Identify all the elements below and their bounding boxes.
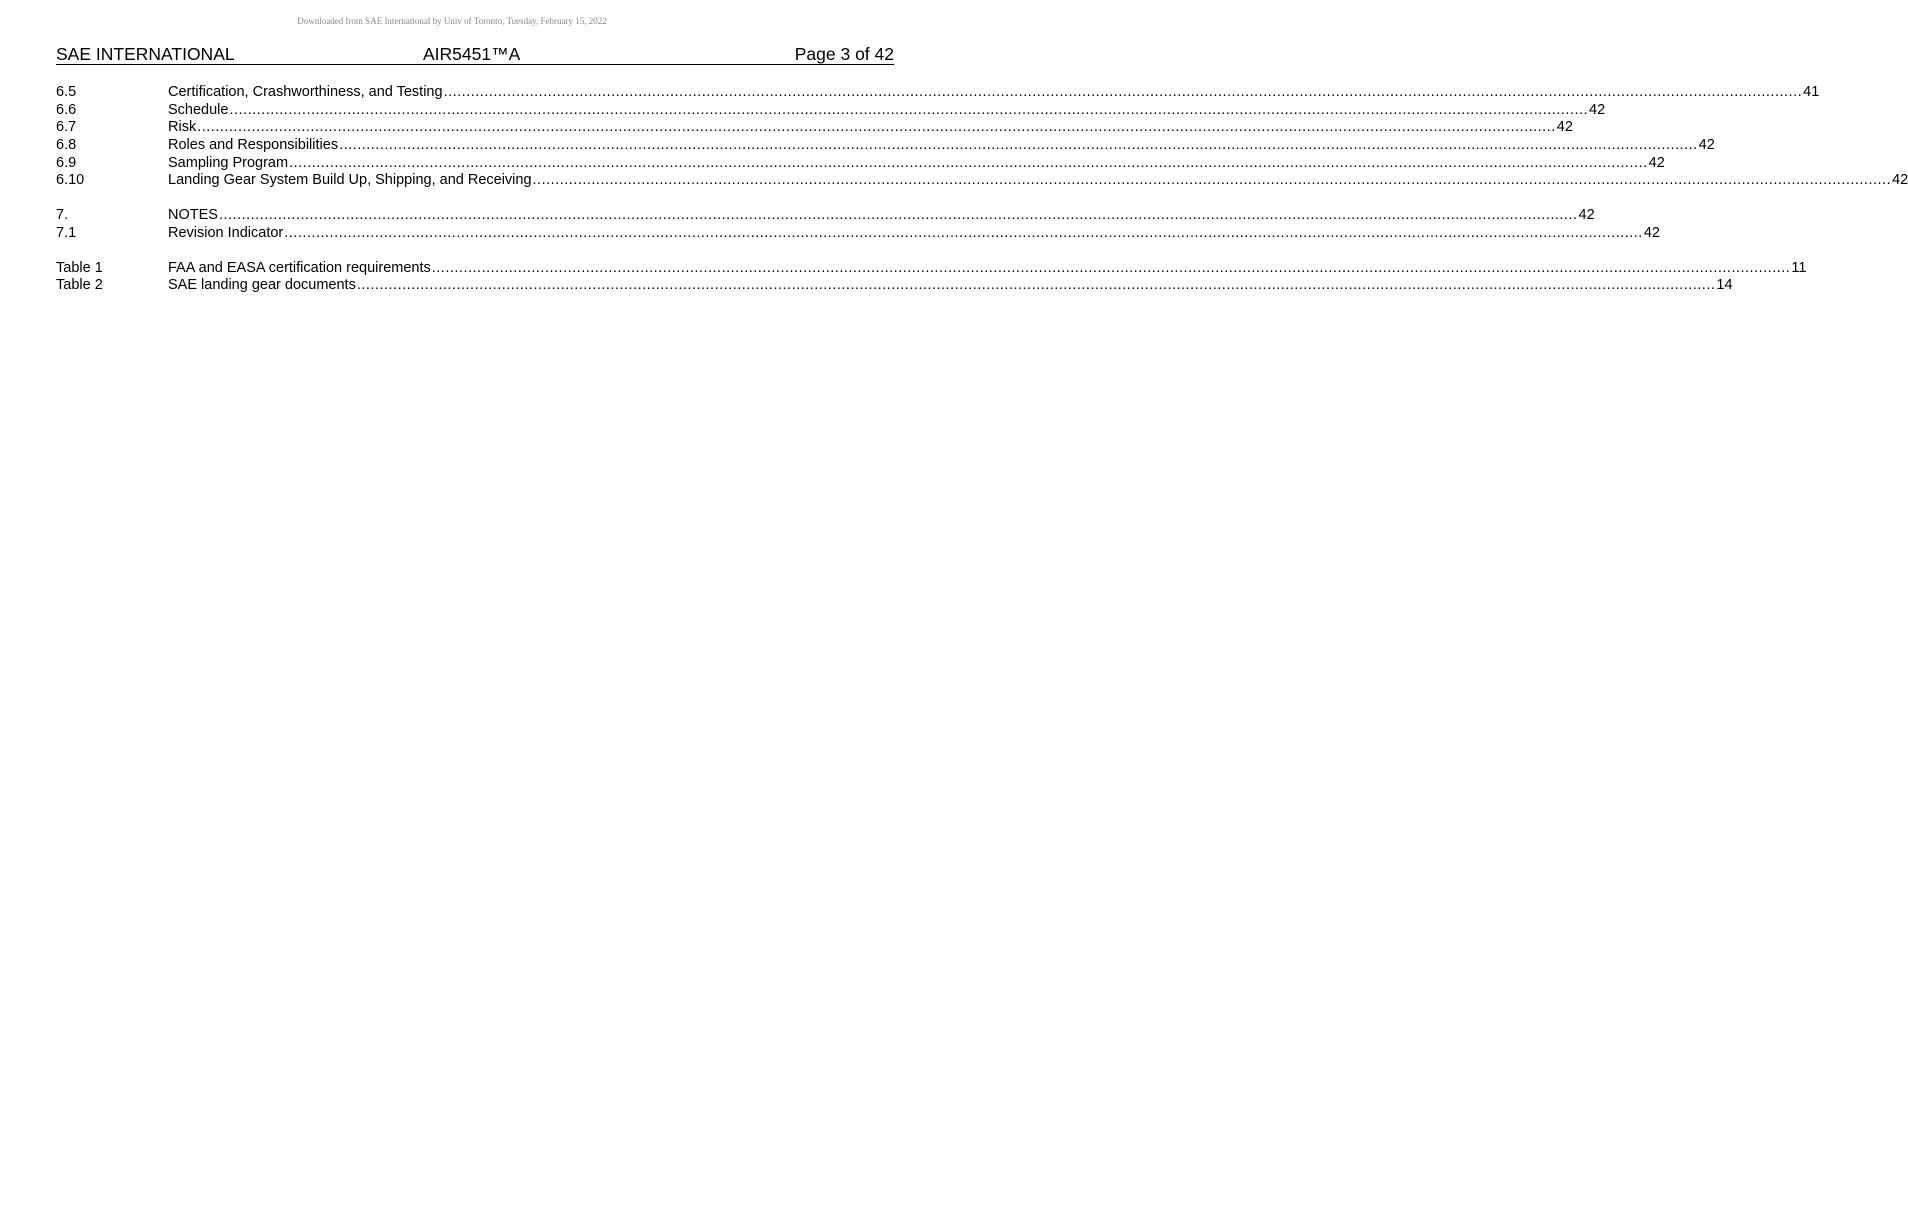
table-of-contents	[56, 84, 1908, 312]
toc-entry-number: 6.10	[56, 172, 85, 189]
toc-entry[interactable]	[56, 154, 1665, 173]
toc-entry-page: 42	[1589, 101, 1606, 118]
header-page-label: Page 3 of 42	[794, 44, 894, 64]
toc-entry-title: Revision Indicator	[168, 224, 284, 241]
toc-group	[56, 84, 1908, 190]
toc-leader-dots: ............................................................................................................................................................................................................................................................................................................	[218, 207, 1578, 224]
toc-entry-page: 42	[1578, 207, 1595, 224]
toc-entry[interactable]	[56, 207, 1595, 225]
toc-leader-dots: ............................................................................................................................................................................................................................................................................................................	[229, 101, 1589, 118]
toc-leader-dots: ............................................................................................................................................................................................................................................................................................................	[289, 154, 1648, 171]
toc-entry-number: 7.	[56, 207, 69, 224]
header-org: SAE INTERNATIONAL	[56, 44, 235, 64]
toc-entry-page: 42	[1643, 224, 1660, 241]
toc-entry-page: 11	[1791, 259, 1807, 276]
toc-entry-page: 41	[1803, 84, 1820, 100]
toc-entry-title: SAE landing gear documents	[168, 277, 356, 294]
toc-entry-page: 14	[1716, 277, 1733, 294]
toc-entry-title: Roles and Responsibilities	[168, 137, 339, 154]
toc-entry-title: Schedule	[168, 101, 229, 118]
toc-entry-page: 42	[1698, 137, 1715, 154]
toc-entry[interactable]	[56, 101, 1606, 120]
toc-leader-dots: ............................................................................................................................................................................................................................................................................................................	[284, 224, 1643, 241]
toc-leader-dots: ............................................................................................................................................................................................................................................................................................................	[356, 277, 1716, 294]
toc-entry-title: NOTES	[168, 207, 218, 224]
toc-entry[interactable]	[56, 119, 1573, 137]
toc-entry-page: 42	[1892, 172, 1908, 189]
toc-entry-number: 6.9	[56, 154, 77, 171]
toc-entry-title: Risk	[168, 119, 197, 136]
toc-entry-number: 6.8	[56, 137, 77, 154]
toc-entry-title: Landing Gear System Build Up, Shipping, and Receiving	[168, 172, 532, 189]
toc-entry-title: Sampling Program	[168, 154, 289, 171]
toc-entry[interactable]	[56, 172, 1908, 190]
toc-entry-number: Table 1	[56, 259, 103, 276]
download-watermark: Downloaded from SAE International by Univ of Toronto, Tuesday, February 15, 2022	[297, 16, 607, 26]
toc-leader-dots: ............................................................................................................................................................................................................................................................................................................	[431, 259, 1791, 276]
toc-entry[interactable]	[56, 277, 1733, 295]
toc-entry-page: 42	[1556, 119, 1573, 136]
toc-entry-number: 6.7	[56, 119, 77, 136]
toc-entry-title: FAA and EASA certification requirements	[168, 259, 431, 276]
toc-entry[interactable]	[56, 224, 1660, 243]
toc-group	[56, 259, 1807, 295]
toc-leader-dots: ............................................................................................................................................................................................................................................................................................................	[443, 84, 1803, 100]
toc-entry-number: 6.5	[56, 84, 77, 100]
toc-entry[interactable]	[56, 259, 1807, 278]
page-header	[56, 42, 894, 65]
toc-entry-number: 7.1	[56, 224, 77, 241]
toc-entry-title: Certification, Crashworthiness, and Testing	[168, 84, 443, 100]
toc-entry-number: 6.6	[56, 101, 77, 118]
toc-entry[interactable]	[56, 137, 1715, 155]
toc-leader-dots: ............................................................................................................................................................................................................................................................................................................	[197, 119, 1556, 136]
header-doc-id: AIR5451™A	[423, 44, 521, 64]
toc-leader-dots: ............................................................................................................................................................................................................................................................................................................	[532, 172, 1892, 189]
toc-entry[interactable]	[56, 84, 1820, 102]
toc-entry-number: Table 2	[56, 277, 103, 294]
toc-leader-dots: ............................................................................................................................................................................................................................................................................................................	[339, 137, 1698, 154]
toc-group	[56, 207, 1660, 242]
toc-entry-page: 42	[1648, 154, 1665, 171]
